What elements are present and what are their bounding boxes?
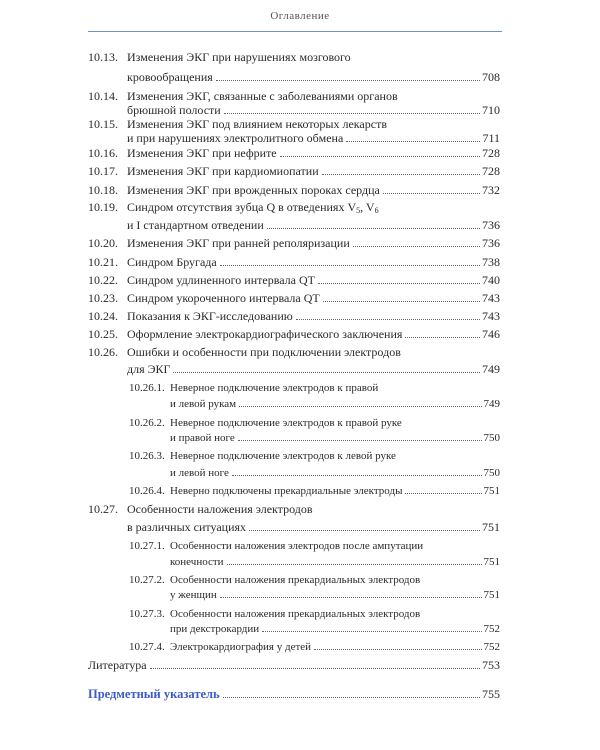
dot-leader: [314, 649, 481, 650]
toc-page-number: 746: [482, 327, 500, 341]
toc-entry-line: [127, 69, 500, 85]
toc-page-number: 711: [482, 131, 500, 145]
toc-entry-title[interactable]: Изменения ЭКГ при нарушениях мозгового: [127, 50, 351, 64]
toc-entry-title[interactable]: Неверно подключены прекардиальные электроды: [170, 485, 403, 497]
dot-leader: [405, 493, 481, 494]
toc-page-number: 751: [483, 589, 500, 601]
dot-leader: [383, 193, 480, 194]
toc-entry-number: 10.26.1.: [129, 382, 165, 394]
toc-entry-title[interactable]: и при нарушениях электролитного обмена: [127, 131, 344, 145]
toc-page-number: 749: [482, 362, 500, 376]
dot-leader: [262, 631, 481, 632]
toc-page-number: 736: [482, 218, 500, 232]
toc-entry-line: [88, 182, 500, 198]
toc-page-number: 752: [483, 623, 500, 635]
toc-page-number: 728: [482, 146, 500, 160]
toc-entry-line: [88, 290, 500, 306]
toc-page-number: 743: [482, 291, 500, 305]
toc-entry-title[interactable]: Предметный указатель: [88, 687, 220, 701]
toc-entry-line: [88, 199, 500, 219]
header-rule: [88, 31, 502, 32]
dot-leader: [232, 475, 482, 476]
toc-entry-title[interactable]: Особенности наложения прекардиальных электродов: [170, 574, 421, 586]
toc-entry-title[interactable]: и левой рукам: [170, 398, 237, 410]
toc-entry-line: [170, 554, 500, 570]
toc-entry-number: 10.21.: [88, 255, 118, 269]
toc-entry-line: [127, 130, 500, 146]
toc-entry-number: 10.15.: [88, 117, 118, 131]
dot-leader: [150, 668, 480, 669]
dot-leader: [405, 337, 480, 338]
toc-page-number: 728: [482, 164, 500, 178]
toc-entry-number: 10.13.: [88, 50, 118, 64]
toc-entry-line: [129, 606, 500, 622]
toc-entry-number: 10.16.: [88, 146, 118, 160]
toc-entry-number: 10.27.4.: [129, 641, 165, 653]
dot-leader: [220, 597, 482, 598]
toc-entry-title[interactable]: и I стандартном отведении: [127, 218, 264, 232]
toc-entry-title[interactable]: Изменения ЭКГ под влиянием некоторых лекарств: [127, 117, 387, 131]
toc-entry-line: [88, 49, 500, 65]
toc-entry-number: 10.27.: [88, 502, 118, 516]
toc-entry-title[interactable]: при декстрокардии: [170, 623, 260, 635]
toc-entry-line: [129, 572, 500, 588]
toc-page-number: 755: [482, 687, 500, 701]
toc-entry-line: [88, 344, 500, 360]
toc-entry-number: 10.25.: [88, 327, 118, 341]
toc-entry-title[interactable]: Неверное подключение электродов к правой: [170, 382, 379, 394]
toc-entry-line: [170, 621, 500, 637]
toc-entry-number: 10.26.4.: [129, 485, 165, 497]
toc-entry-line: [127, 217, 500, 233]
dot-leader: [296, 319, 480, 320]
toc-entry-title[interactable]: Ошибки и особенности при подключении электродов: [127, 345, 401, 359]
dot-leader: [323, 301, 480, 302]
toc-entry-line: [129, 538, 500, 554]
toc-entry-line: [129, 483, 500, 499]
dot-leader: [280, 156, 480, 157]
toc-entry-title[interactable]: Оформление электрокардиографического заключения: [127, 327, 403, 341]
toc-entry-number: 10.26.: [88, 345, 118, 359]
toc-entry-title[interactable]: и левой ноге: [170, 467, 229, 479]
toc-entry-line: [88, 686, 500, 702]
toc-page-number: 752: [483, 641, 500, 653]
dot-leader: [353, 246, 480, 247]
toc-entry-number: 10.26.2.: [129, 417, 165, 429]
toc-entry-line: [170, 430, 500, 446]
toc-entry-line: [88, 254, 500, 270]
toc-entry-line: [170, 587, 500, 603]
dot-leader: [238, 440, 482, 441]
dot-leader: [249, 530, 480, 531]
toc-entry-line: [88, 657, 500, 673]
toc-entry-title[interactable]: Показания к ЭКГ-исследованию: [127, 309, 293, 323]
toc-entry-line: [170, 465, 500, 481]
toc-page-number: 750: [483, 467, 500, 479]
toc-entry-title[interactable]: Литература: [88, 658, 147, 672]
toc-entry-title[interactable]: Синдром удлиненного интервала QT: [127, 273, 315, 287]
toc-entry-title[interactable]: кровообращения: [127, 70, 213, 84]
toc-entry-line: [88, 163, 500, 179]
toc-entry-title[interactable]: Синдром отсутствия зубца Q в отведениях $V_5$, $V_6$: [127, 200, 379, 215]
toc-entry-title[interactable]: Изменения ЭКГ при кардиомиопатии: [127, 164, 319, 178]
toc-entry-number: 10.19.: [88, 200, 118, 214]
toc-entry-title[interactable]: конечности: [170, 556, 224, 568]
toc-page-number: 738: [482, 255, 500, 269]
toc-page-number: 743: [482, 309, 500, 323]
toc-entry-line: [88, 272, 500, 288]
toc-entry-title[interactable]: брюшной полости: [127, 103, 221, 117]
toc-page-number: 749: [483, 398, 500, 410]
toc-page-number: 750: [483, 432, 500, 444]
toc-entry-title[interactable]: Особенности наложения электродов после ампутации: [170, 540, 424, 552]
toc-entry-line: [88, 326, 500, 342]
toc-entry-title[interactable]: и правой ноге: [170, 432, 235, 444]
toc-entry-number: 10.26.3.: [129, 450, 165, 462]
toc-page-number: 708: [482, 70, 500, 84]
toc-entry-line: [88, 235, 500, 251]
toc-entry-title[interactable]: Особенности наложения прекардиальных электродов: [170, 608, 421, 620]
toc-page-number: 736: [482, 236, 500, 250]
toc-page-number: 732: [482, 183, 500, 197]
toc-entry-number: 10.27.1.: [129, 540, 165, 552]
dot-leader: [318, 283, 480, 284]
toc-entry-line: [127, 361, 500, 377]
toc-entry-line: [129, 448, 500, 464]
toc-entry-line: [127, 519, 500, 535]
toc-entry-number: 10.23.: [88, 291, 118, 305]
toc-entry-line: [129, 380, 500, 396]
dot-leader: [220, 265, 480, 266]
toc-entry-number: 10.27.2.: [129, 574, 165, 586]
dot-leader: [239, 406, 481, 407]
toc-entry-title[interactable]: в различных ситуациях: [127, 520, 247, 534]
toc-entry-title[interactable]: для ЭКГ: [127, 362, 171, 376]
toc-entry-title[interactable]: Синдром Бругада: [127, 255, 217, 269]
toc-entry-line: [129, 415, 500, 431]
toc-page-number: 751: [483, 556, 500, 568]
dot-leader: [346, 141, 480, 142]
toc-page-number: 751: [483, 485, 500, 497]
toc-page-number: 751: [482, 520, 500, 534]
toc-entry-number: 10.27.3.: [129, 608, 165, 620]
dot-leader: [224, 113, 480, 114]
toc-entry-title[interactable]: Синдром укороченного интервала QT: [127, 291, 320, 305]
toc-entry-line: [88, 145, 500, 161]
dot-leader: [173, 372, 480, 373]
toc-entry-number: 10.20.: [88, 236, 118, 250]
toc-page-number: 740: [482, 273, 500, 287]
toc-entry-number: 10.24.: [88, 309, 118, 323]
toc-page-number: 753: [482, 658, 500, 672]
toc-entry-title[interactable]: Электрокардиография у детей: [170, 641, 312, 653]
dot-leader: [227, 564, 482, 565]
toc-entry-title[interactable]: у женщин: [170, 589, 217, 601]
dot-leader: [223, 697, 480, 698]
toc-entry-line: [129, 639, 500, 655]
toc-page-number: 710: [482, 103, 500, 117]
dot-leader: [216, 80, 480, 81]
toc-entry-number: 10.22.: [88, 273, 118, 287]
toc-entry-title[interactable]: Изменения ЭКГ при нефрите: [127, 146, 277, 160]
toc-entry-line: [170, 396, 500, 412]
toc-entry-title[interactable]: Изменения ЭКГ при врожденных пороках сердца: [127, 183, 380, 197]
toc-entry-title[interactable]: Изменения ЭКГ, связанные с заболеваниями органов: [127, 89, 398, 103]
toc-entry-title[interactable]: Неверное подключение электродов к левой руке: [170, 450, 396, 462]
toc-entry-line: [88, 501, 500, 517]
dot-leader: [322, 174, 480, 175]
toc-entry-line: [88, 308, 500, 324]
dot-leader: [267, 228, 480, 229]
toc-entry-title[interactable]: Неверное подключение электродов к правой руке: [170, 417, 402, 429]
toc-entry-number: 10.17.: [88, 164, 118, 178]
toc-entry-number: 10.14.: [88, 89, 118, 103]
toc-entry-title[interactable]: Особенности наложения электродов: [127, 502, 313, 516]
running-header: Оглавление: [270, 10, 330, 22]
toc-entry-number: 10.18.: [88, 183, 118, 197]
toc-entry-title[interactable]: Изменения ЭКГ при ранней реполяризации: [127, 236, 350, 250]
